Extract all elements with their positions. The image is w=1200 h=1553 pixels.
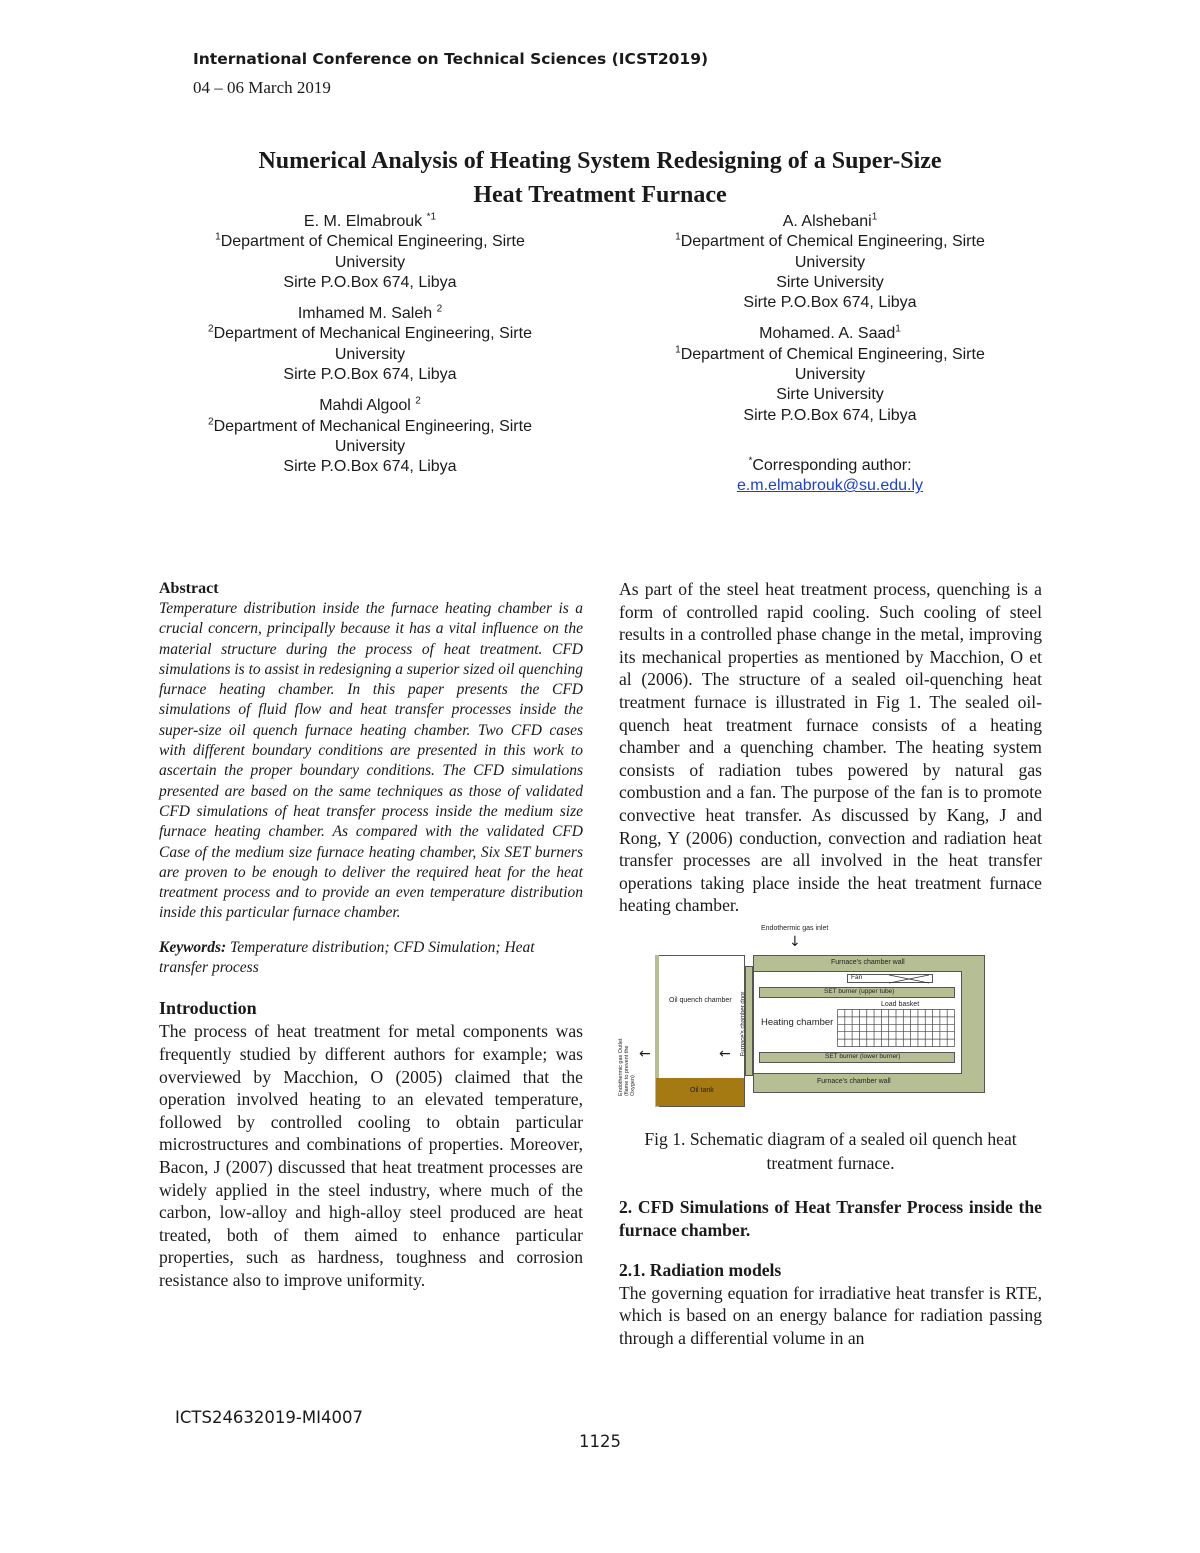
dept-sup: 2 xyxy=(208,416,214,428)
keywords-label: Keywords: xyxy=(159,938,227,956)
corresponding-star: * xyxy=(748,455,753,467)
abstract-text: Temperature distribution inside the furnace heating chamber is a crucial concern, principally because it has a vital influence on the material structure during the process of heat treatment. CFD simulations is to assist in redesigning a superior sized oil quenching furnace heating chamber. In this paper presents the CFD simulations of fluid flow and heat transfer processes inside the super-size oil quench furnace heating chamber. Two CFD cases with different boundary conditions are presented in this work to ascertain the proper boundary conditions. The CFD simulations presented are based on the same techniques as those of validated CFD simulations of heat transfer process inside the medium size furnace heating chamber. As compared with the validated CFD Case of the medium size furnace heating chamber, Six SET burners are proven to be enough to deliver the required heat for the heat treatment process and to provide an even temperature distribution inside this particular furnace chamber. xyxy=(159,600,583,922)
author-address: Sirte P.O.Box 674, Libya xyxy=(743,294,917,312)
author-dept: Department of Chemical Engineering, Sirte xyxy=(680,345,985,363)
author-name: E. M. Elmabrouk xyxy=(303,213,427,230)
figure-caption xyxy=(619,1127,1042,1176)
author-name: Imhamed M. Saleh xyxy=(297,305,437,323)
section-2-1-text: The governing equation for irradiative heat transfer is RTE, which is based on an energy balance for radiation passing through a differential volume in an xyxy=(619,1282,1042,1348)
author-dept-2: University xyxy=(334,345,406,363)
authors-left xyxy=(160,212,580,489)
oil-quench-label: Oil quench chamber xyxy=(669,996,732,1004)
figure-furnace-diagram xyxy=(619,921,1042,1121)
caption-line-2: treatment furnace. xyxy=(766,1153,895,1174)
chamber-wall-top-label: Furnace's chamber wall xyxy=(831,958,905,966)
author-sup: 2 xyxy=(415,396,421,408)
dept-sup: 1 xyxy=(675,344,681,356)
author-block xyxy=(160,396,580,477)
author-dept: Department of Chemical Engineering, Sirte xyxy=(220,233,525,251)
set-burner-upper-label: SET burner (upper tube) xyxy=(824,987,895,995)
title-line-1: Numerical Analysis of Heating System Redesigning of a Super-Size xyxy=(258,148,942,174)
keywords xyxy=(159,938,583,979)
email-link[interactable]: e.m.elmabrouk@su.edu.ly xyxy=(736,477,924,495)
down-arrow-icon: ↓ xyxy=(789,933,801,950)
author-block xyxy=(160,212,580,293)
outlet-arrow-icon: ← xyxy=(639,1045,651,1062)
author-block xyxy=(620,324,1040,425)
author-dept-2: University xyxy=(334,437,406,455)
abstract-heading: Abstract xyxy=(159,580,219,597)
right-column xyxy=(619,578,1042,1349)
dept-sup: 2 xyxy=(208,324,214,336)
author-dept-2: University xyxy=(334,253,406,271)
author-sup: 1 xyxy=(895,324,901,336)
introduction-heading: Introduction xyxy=(159,998,257,1019)
set-burner-lower-label: SET burner (lower burner) xyxy=(825,1052,901,1060)
author-dept: Department of Chemical Engineering, Sirte xyxy=(680,233,985,251)
title-line-2: Heat Treatment Furnace xyxy=(473,182,727,208)
author-name: Mohamed. A. Saad xyxy=(759,325,896,343)
left-column xyxy=(159,579,583,1291)
author-dept-3: Sirte University xyxy=(776,273,884,291)
load-basket-label: Load basket xyxy=(881,1000,920,1008)
keywords-text: Temperature distribution; CFD Simulation; Heat transfer process xyxy=(159,938,535,977)
paper-title xyxy=(150,144,1050,212)
author-block xyxy=(160,304,580,385)
fan-icon xyxy=(884,974,934,984)
conference-name: International Conference on Technical Sciences (ICST2019) xyxy=(193,50,709,68)
left-arrow-icon: ← xyxy=(719,1045,731,1062)
author-dept-3: Sirte University xyxy=(776,386,884,404)
dept-sup: 1 xyxy=(215,231,221,243)
author-address: Sirte P.O.Box 674, Libya xyxy=(283,273,457,291)
chamber-wall-bottom-label: Furnace's chamber wall xyxy=(817,1077,891,1085)
author-dept-2: University xyxy=(794,253,866,271)
corresponding-author xyxy=(620,456,1040,497)
author-block xyxy=(620,212,1040,313)
gas-inlet-label: Endothermic gas inlet xyxy=(761,924,829,932)
section-2-heading: 2. CFD Simulations of Heat Transfer Process inside the furnace chamber. xyxy=(619,1196,1042,1240)
introduction-text: The process of heat treatment for metal components was frequently studied by different authors for example; was overviewed by Macchion, O (2005) claimed that the operation involved heating to an elevated temperature, followed by controlled cooling to obtain particular microstructures and combinations of properties. Moreover, Bacon, J (2007) discussed that heat treatment processes are widely applied in the steel industry, where much of the carbon, low-alloy and high-alloy steel produced are heat treated, both of them aimed to enhance particular properties, such as hardness, toughness and corrosion resistance also to improve uniformity. xyxy=(159,1021,583,1290)
author-address: Sirte P.O.Box 674, Libya xyxy=(283,458,457,476)
author-name: Mahdi Algool xyxy=(319,397,416,415)
conference-dates: 04 – 06 March 2019 xyxy=(193,78,331,97)
author-sup: 1 xyxy=(871,211,878,223)
heating-chamber-label: Heating chamber xyxy=(761,1016,834,1028)
author-dept: Department of Mechanical Engineering, Sirte xyxy=(213,417,532,435)
author-sup: *1 xyxy=(426,211,437,223)
load-basket-grid xyxy=(837,1009,955,1047)
door-label: Furnace's chamber door xyxy=(740,991,747,1057)
author-dept: Department of Mechanical Engineering, Sirte xyxy=(213,325,532,343)
author-dept-2: University xyxy=(794,366,866,384)
dept-sup: 1 xyxy=(675,231,681,243)
paper-id: ICTS24632019-MI4007 xyxy=(175,1408,363,1427)
corresponding-label: Corresponding author: xyxy=(752,456,912,474)
oil-tank-label: Oil tank xyxy=(690,1086,714,1094)
fan-label: Fan xyxy=(851,973,863,981)
author-name: A. Alshebani xyxy=(782,213,872,230)
author-address: Sirte P.O.Box 674, Libya xyxy=(743,406,917,424)
author-sup: 2 xyxy=(436,303,443,315)
page-number: 1125 xyxy=(579,1432,621,1451)
caption-line-1: Fig 1. Schematic diagram of a sealed oil quench heat xyxy=(644,1128,1017,1149)
outlet-label: Endothermic gas Outlet (flame to prevent the Oxygen) xyxy=(618,1038,636,1096)
intro-paragraph: As part of the steel heat treatment process, quenching is a form of controlled rapid cooling. Such cooling of steel results in a controlled phase change in the metal, improving its mechanical properties as mentioned by Macchion, O et al (2006). The structure of a sealed oil-quenching heat treatment furnace is illustrated in Fig 1. The sealed oil-quench heat treatment furnace consists of a heating chamber and a quenching chamber. The heating system consists of radiation tubes powered by natural gas combustion and a fan. The purpose of the fan is to promote convective heat transfer. As discussed by Kang, J and Rong, Y (2006) conduction, convection and radiation heat transfer processes are all involved in the heat transfer operations taking place inside the heat treatment furnace heating chamber. xyxy=(619,579,1042,916)
author-address: Sirte P.O.Box 674, Libya xyxy=(283,366,457,384)
section-2-1-heading: 2.1. Radiation models xyxy=(619,1260,782,1281)
authors-right xyxy=(620,212,1040,497)
